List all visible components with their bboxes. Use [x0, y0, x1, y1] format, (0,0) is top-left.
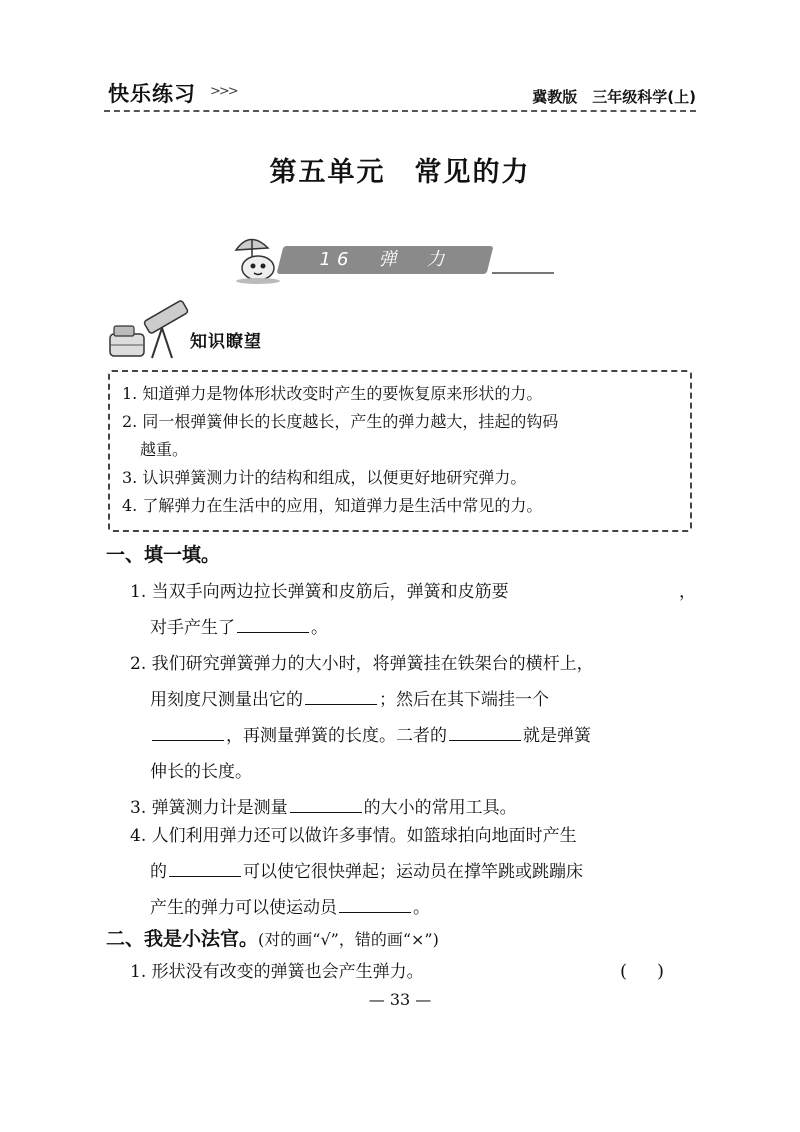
question-1: 1. 当双手向两边拉长弹簧和皮筋后，弹簧和皮筋要 ， 对手产生了 。 [130, 582, 696, 638]
section-judge: 二、我是小法官。(对的画“√”，错的画“×”) [106, 928, 439, 950]
section-label-knowledge: 知识瞭望 [190, 332, 262, 352]
unit-title: 第五单元 常见的力 [269, 157, 531, 188]
goal-item: 1. 知道弹力是物体形状改变时产生的要恢复原来形状的力。 [122, 384, 543, 403]
header-divider [104, 110, 696, 112]
question-2: 2. 我们研究弹簧弹力的大小时，将弹簧挂在铁架台的横杆上， 用刻度尺测量出它的 ；然后在其下端挂一个 ，再测量弹簧的长度。二者的 就是弹簧 伸长的长度。 [130, 654, 594, 782]
mascot-umbrella-icon [228, 228, 286, 284]
section-fill-in: 一、填一填。 [106, 544, 221, 566]
goal-item: 4. 了解弹力在生活中的应用，知道弹力是生活中常见的力。 [122, 496, 543, 515]
series-arrows: >>> [210, 84, 237, 99]
answer-blank[interactable] [169, 860, 241, 877]
banner-underline [492, 272, 554, 274]
answer-blank[interactable] [237, 616, 309, 633]
answer-blank[interactable] [339, 896, 411, 913]
goal-item: 2. 同一根弹簧伸长的长度越长，产生的弹力越大，挂起的钩码 [122, 412, 559, 431]
series-title: 快乐练习 [108, 82, 196, 106]
judge-question-1: 1. 形状没有改变的弹簧也会产生弹力。 [130, 962, 424, 982]
edition-label: 冀教版 三年级科学(上) [532, 88, 696, 106]
page-number: — 33 — [368, 990, 432, 1009]
section-judge-note: (对的画“√”，错的画“×”) [258, 930, 439, 949]
answer-blank[interactable] [152, 724, 224, 741]
telescope-icon [106, 300, 192, 364]
answer-blank[interactable] [305, 688, 377, 705]
learning-goals-box [108, 370, 692, 532]
goal-item-continued: 越重。 [140, 440, 189, 459]
question-3: 3. 弹簧测力计是测量 的大小的常用工具。 [130, 798, 517, 818]
answer-parentheses[interactable]: () [619, 961, 694, 982]
answer-blank[interactable] [290, 796, 362, 813]
question-4: 4. 人们利用弹力还可以做许多事情。如篮球拍向地面时产生 的 可以使它很快弹起；运动员在撑竿跳或跳蹦床 产生的弹力可以使运动员 。 [130, 826, 583, 918]
answer-blank[interactable] [449, 724, 521, 741]
goal-item: 3. 认识弹簧测力计的结构和组成，以便更好地研究弹力。 [122, 468, 527, 487]
lesson-title: 16 弹 力 [319, 249, 451, 270]
